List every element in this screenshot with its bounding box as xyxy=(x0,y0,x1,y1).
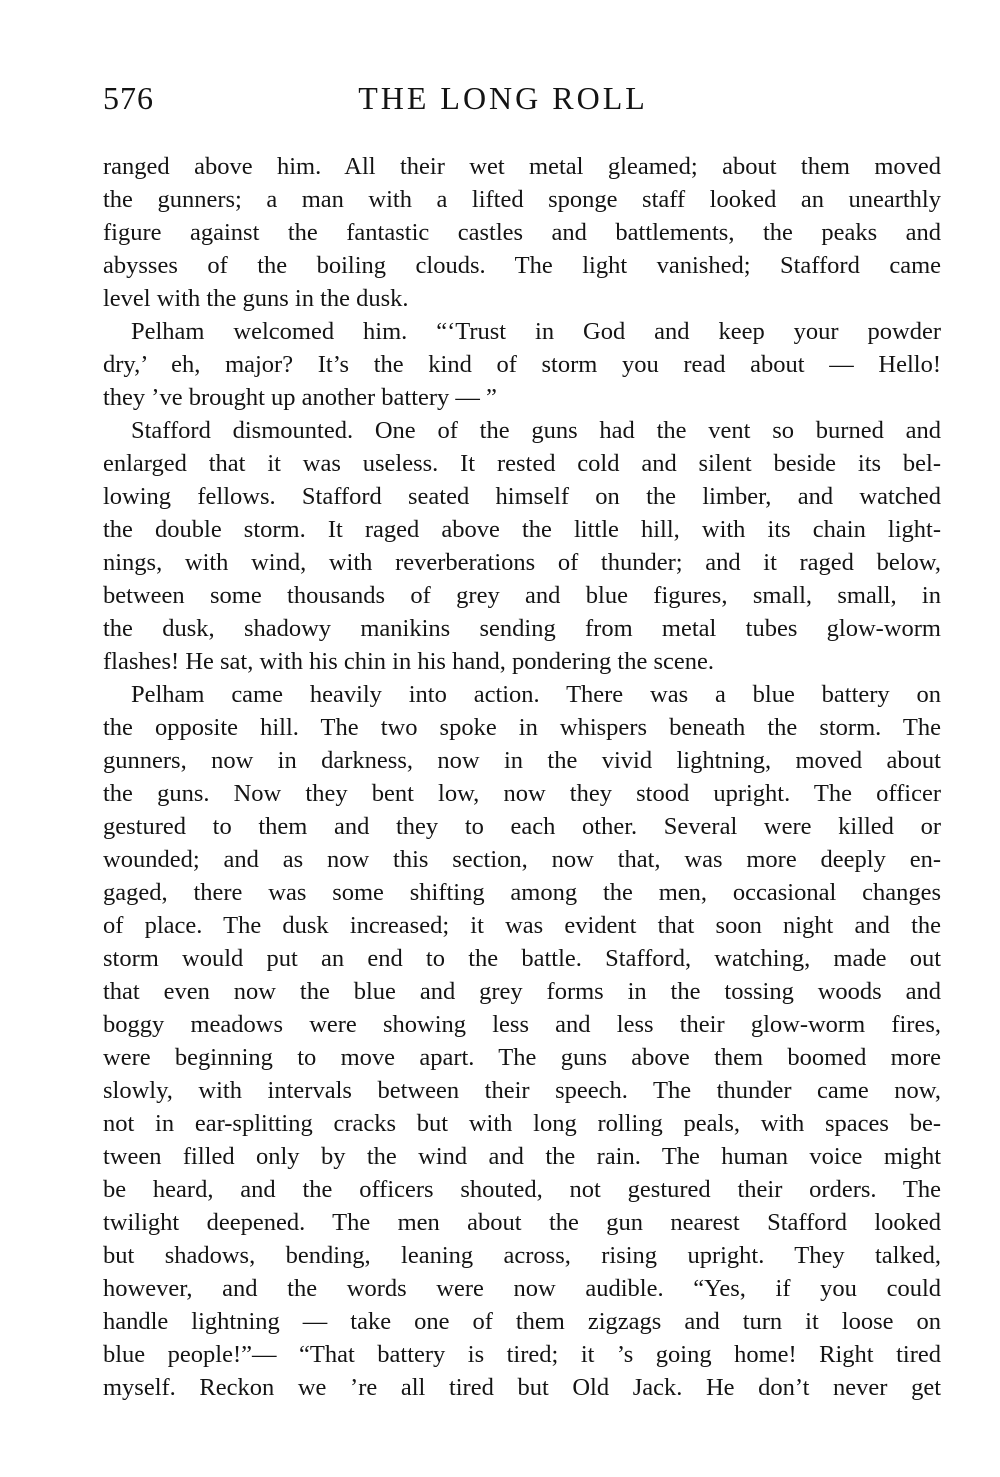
text-line: however, and the words were now audible. “Yes, if you could xyxy=(103,1275,941,1302)
text-line: gestured to them and they to each other. Several were killed or xyxy=(103,813,941,840)
text-line: Pelham welcomed him. “‘Trust in God and keep your powder xyxy=(131,318,941,345)
text-line: twilight deepened. The men about the gun nearest Stafford looked xyxy=(103,1209,941,1236)
text-line: were beginning to move apart. The guns above them boomed more xyxy=(103,1044,941,1071)
text-line: blue people!”— “That battery is tired; it ’s going home! Right tired xyxy=(103,1341,941,1368)
text-line: storm would put an end to the battle. Stafford, watching, made out xyxy=(103,945,941,972)
text-line: dry,’ eh, major? It’s the kind of storm you read about — Hello! xyxy=(103,351,941,378)
text-line: the gunners; a man with a lifted sponge staff looked an unearthly xyxy=(103,186,941,213)
text-line: the dusk, shadowy manikins sending from metal tubes glow-worm xyxy=(103,615,941,642)
text-line: nings, with wind, with reverberations of thunder; and it raged below, xyxy=(103,549,941,576)
text-line: flashes! He sat, with his chin in his hand, pondering the scene. xyxy=(103,648,715,675)
text-line: tween filled only by the wind and the rain. The human voice might xyxy=(103,1143,941,1170)
text-line: boggy meadows were showing less and less their glow-worm fires, xyxy=(103,1011,941,1038)
page-header xyxy=(103,80,943,130)
text-line: myself. Reckon we ’re all tired but Old Jack. He don’t never get xyxy=(103,1374,941,1401)
body-text xyxy=(103,150,941,1404)
text-line: but shadows, bending, leaning across, rising upright. They talked, xyxy=(103,1242,941,1269)
text-line: not in ear-splitting cracks but with long rolling peals, with spaces be- xyxy=(103,1110,941,1137)
text-line: the guns. Now they bent low, now they stood upright. The officer xyxy=(103,780,941,807)
text-line: gaged, there was some shifting among the men, occasional changes xyxy=(103,879,941,906)
page-number: 576 xyxy=(103,80,154,116)
text-line: ranged above him. All their wet metal gleamed; about them moved xyxy=(103,153,941,180)
text-line: wounded; and as now this section, now that, was more deeply en- xyxy=(103,846,941,873)
text-line: Pelham came heavily into action. There was a blue battery on xyxy=(131,681,941,708)
text-line: slowly, with intervals between their speech. The thunder came now, xyxy=(103,1077,941,1104)
text-line: lowing fellows. Stafford seated himself on the limber, and watched xyxy=(103,483,941,510)
text-line: the opposite hill. The two spoke in whispers beneath the storm. The xyxy=(103,714,941,741)
text-line: enlarged that it was useless. It rested cold and silent beside its bel- xyxy=(103,450,941,477)
text-line: they ’ve brought up another battery — ” xyxy=(103,384,497,411)
text-line: figure against the fantastic castles and battlements, the peaks and xyxy=(103,219,941,246)
text-line: be heard, and the officers shouted, not gestured their orders. The xyxy=(103,1176,941,1203)
text-line: abysses of the boiling clouds. The light vanished; Stafford came xyxy=(103,252,941,279)
text-line: between some thousands of grey and blue figures, small, small, in xyxy=(103,582,941,609)
text-line: gunners, now in darkness, now in the vivid lightning, moved about xyxy=(103,747,941,774)
text-line: of place. The dusk increased; it was evident that soon night and the xyxy=(103,912,941,939)
text-line: the double storm. It raged above the little hill, with its chain light- xyxy=(103,516,941,543)
text-line: handle lightning — take one of them zigzags and turn it loose on xyxy=(103,1308,941,1335)
text-line: Stafford dismounted. One of the guns had the vent so burned and xyxy=(131,417,941,444)
text-line: that even now the blue and grey forms in the tossing woods and xyxy=(103,978,941,1005)
running-head: THE LONG ROLL xyxy=(358,80,648,116)
text-line: level with the guns in the dusk. xyxy=(103,285,409,312)
